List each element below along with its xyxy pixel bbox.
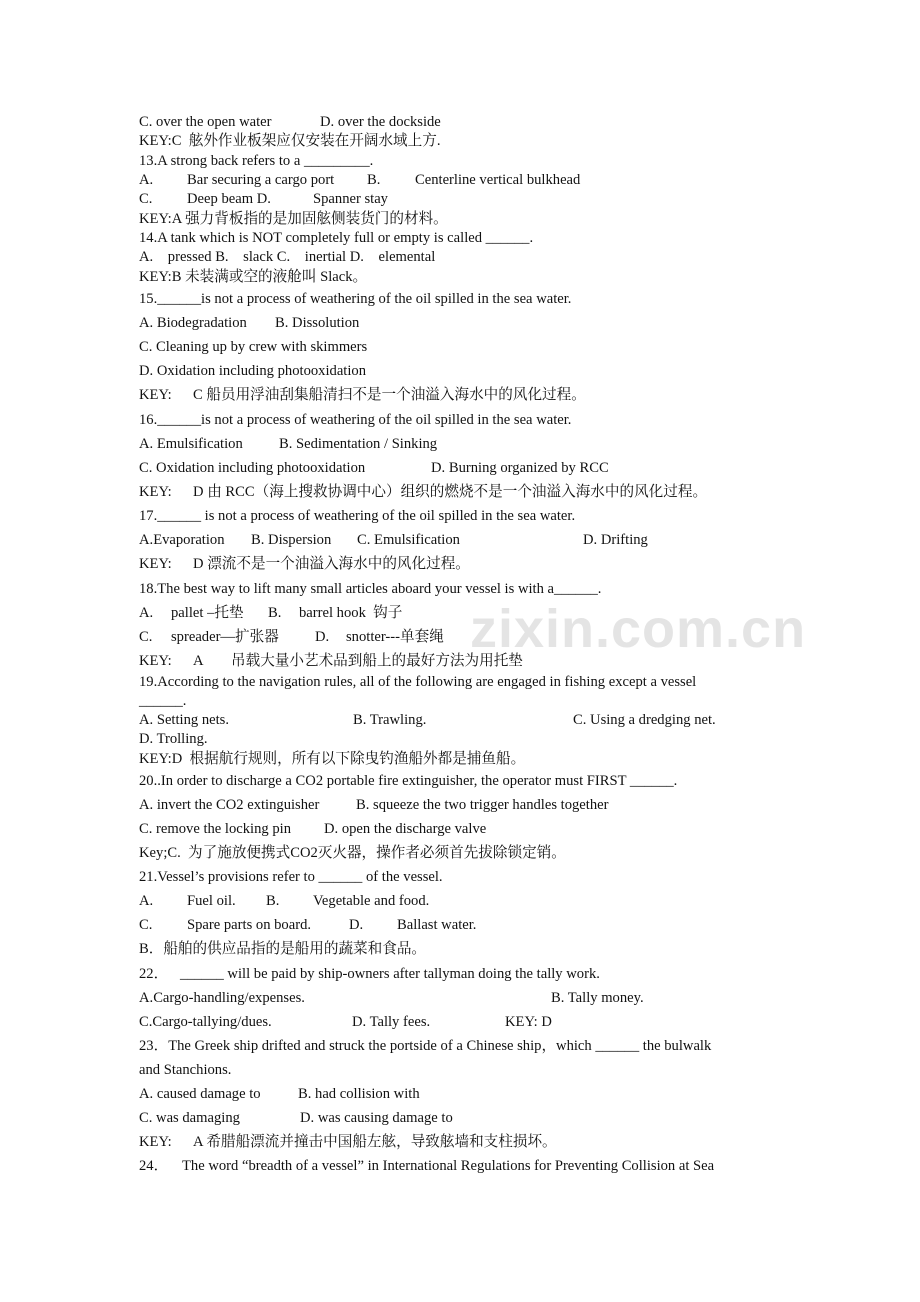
text-segment: A. pressed B. slack C. inertial D. elemental bbox=[139, 249, 436, 265]
text-line bbox=[139, 604, 900, 624]
text-line bbox=[139, 555, 900, 575]
text-segment: B. had collision with bbox=[298, 1086, 420, 1102]
text-segment: Spanner stay bbox=[313, 191, 388, 207]
text-segment: ______. bbox=[139, 693, 187, 709]
text-line bbox=[139, 290, 900, 310]
text-line bbox=[139, 483, 900, 503]
text-segment: D. Tally fees. bbox=[352, 1014, 431, 1030]
text-line bbox=[139, 362, 900, 382]
text-line bbox=[139, 772, 900, 792]
text-line bbox=[139, 750, 900, 770]
text-segment: C. over the open water bbox=[139, 114, 272, 130]
text-segment: Fuel oil. bbox=[187, 893, 236, 909]
text-segment: D. Trolling. bbox=[139, 731, 208, 747]
text-segment: 22． bbox=[139, 966, 169, 982]
text-line bbox=[139, 338, 900, 358]
text-segment: A. Setting nets. bbox=[139, 712, 229, 728]
text-line bbox=[139, 190, 900, 210]
text-segment: 19.According to the navigation rules, all of the following are engaged in fishing except a vessel bbox=[139, 674, 697, 690]
text-segment: 21.Vessel’s provisions refer to ______ of the vessel. bbox=[139, 869, 443, 885]
text-line bbox=[139, 435, 900, 455]
text-line bbox=[139, 507, 900, 527]
text-segment: KEY:C 舷外作业板架应仅安装在开阔水域上方. bbox=[139, 133, 441, 149]
text-segment: D. bbox=[315, 629, 330, 645]
text-line bbox=[139, 796, 900, 816]
text-segment: ______ will be paid by ship-owners after tallyman doing the tally work. bbox=[180, 966, 600, 982]
text-line bbox=[139, 989, 900, 1009]
text-line bbox=[139, 1013, 900, 1033]
text-segment: 14.A tank which is NOT completely full or empty is called ______. bbox=[139, 230, 534, 246]
text-segment: D. over the dockside bbox=[320, 114, 441, 130]
text-segment: D. Oxidation including photooxidation bbox=[139, 363, 366, 379]
text-segment: KEY: bbox=[139, 556, 172, 572]
text-segment: B. bbox=[268, 605, 282, 621]
text-segment: D 漂流不是一个油溢入海水中的风化过程。 bbox=[193, 556, 470, 572]
text-line bbox=[139, 844, 900, 864]
text-segment: C. remove the locking pin bbox=[139, 821, 291, 837]
text-segment: A.Evaporation bbox=[139, 532, 225, 548]
text-line bbox=[139, 628, 900, 648]
text-segment: A.Cargo-handling/expenses. bbox=[139, 990, 305, 1006]
text-segment: C. was damaging bbox=[139, 1110, 240, 1126]
text-line bbox=[139, 940, 900, 960]
text-segment: B. bbox=[266, 893, 280, 909]
text-segment: C. Using a dredging net. bbox=[573, 712, 716, 728]
text-line bbox=[139, 965, 900, 985]
text-segment: Centerline vertical bulkhead bbox=[415, 172, 581, 188]
text-segment: C. Cleaning up by crew with skimmers bbox=[139, 339, 368, 355]
text-line bbox=[139, 1085, 900, 1105]
text-segment: snotter---单套绳 bbox=[346, 629, 444, 645]
text-line bbox=[139, 531, 900, 551]
text-line bbox=[139, 1037, 900, 1057]
text-line bbox=[139, 248, 900, 268]
text-segment: KEY: bbox=[139, 653, 172, 669]
text-segment: Vegetable and food. bbox=[313, 893, 430, 909]
text-segment: A. invert the CO2 extinguisher bbox=[139, 797, 320, 813]
text-segment: Ballast water. bbox=[397, 917, 477, 933]
text-segment: C.Cargo-tallying/dues. bbox=[139, 1014, 272, 1030]
text-line bbox=[139, 868, 900, 888]
text-segment: B. squeeze the two trigger handles together bbox=[356, 797, 609, 813]
text-segment: KEY: D bbox=[505, 1014, 552, 1030]
text-segment: pallet –托垫 bbox=[171, 605, 244, 621]
text-line bbox=[139, 132, 900, 152]
text-line bbox=[139, 171, 900, 191]
text-line bbox=[139, 711, 900, 731]
text-line bbox=[139, 210, 900, 230]
text-line bbox=[139, 820, 900, 840]
text-segment: B. bbox=[367, 172, 381, 188]
text-segment: B. Dispersion bbox=[251, 532, 332, 548]
text-line bbox=[139, 1157, 900, 1177]
text-line bbox=[139, 113, 900, 133]
text-segment: 吊载大量小艺术品到船上的最好方法为用托垫 bbox=[231, 653, 523, 669]
text-segment: Bar securing a cargo port bbox=[187, 172, 335, 188]
text-line bbox=[139, 652, 900, 672]
text-segment: Deep beam D. bbox=[187, 191, 271, 207]
text-segment: 17.______ is not a process of weathering of the oil spilled in the sea water. bbox=[139, 508, 576, 524]
text-line bbox=[139, 730, 900, 750]
text-segment: C. bbox=[139, 629, 153, 645]
text-line bbox=[139, 386, 900, 406]
text-segment: 20..In order to discharge a CO2 portable fire extinguisher, the operator must FIRST ______. bbox=[139, 773, 678, 789]
text-segment: KEY: bbox=[139, 1134, 172, 1150]
text-segment: KEY:A 强力背板指的是加固舷侧装货门的材料。 bbox=[139, 211, 448, 227]
text-segment: B. Sedimentation / Sinking bbox=[279, 436, 438, 452]
text-segment: B. Trawling. bbox=[353, 712, 427, 728]
text-segment: A. bbox=[139, 172, 154, 188]
text-segment: 13.A strong back refers to a _________. bbox=[139, 153, 374, 169]
text-line bbox=[139, 152, 900, 172]
text-segment: C 船员用浮油刮集船清扫不是一个油溢入海水中的风化过程。 bbox=[193, 387, 586, 403]
text-segment: C. bbox=[139, 191, 153, 207]
text-line bbox=[139, 411, 900, 431]
text-segment: The word “breadth of a vessel” in International Regulations for Preventing Collision at Sea bbox=[182, 1158, 715, 1174]
text-segment: A. bbox=[139, 893, 154, 909]
text-segment: C. Oxidation including photooxidation bbox=[139, 460, 366, 476]
text-line bbox=[139, 580, 900, 600]
text-segment: and Stanchions. bbox=[139, 1062, 232, 1078]
text-segment: 15.______is not a process of weathering of the oil spilled in the sea water. bbox=[139, 291, 572, 307]
text-segment: KEY:D 根据航行规则，所有以下除曳钓渔船外都是捕鱼船。 bbox=[139, 751, 526, 767]
text-segment: KEY: bbox=[139, 484, 172, 500]
text-segment: KEY:B 未装满或空的液舱叫 Slack。 bbox=[139, 269, 368, 285]
text-line bbox=[139, 692, 900, 712]
text-segment: C. bbox=[139, 917, 153, 933]
text-segment: barrel hook 钩子 bbox=[299, 605, 403, 621]
text-line bbox=[139, 268, 900, 288]
text-segment: D. bbox=[349, 917, 364, 933]
text-segment: A. Emulsification bbox=[139, 436, 243, 452]
text-segment: D. open the discharge valve bbox=[324, 821, 487, 837]
watermark: zixin.com.cn bbox=[470, 599, 807, 659]
text-segment: A 希腊船漂流并撞击中国船左舷，导致舷墙和支柱损坏。 bbox=[193, 1134, 557, 1150]
text-line bbox=[139, 916, 900, 936]
text-segment: A. Biodegradation bbox=[139, 315, 247, 331]
text-line bbox=[139, 229, 900, 249]
text-segment: 16.______is not a process of weathering of the oil spilled in the sea water. bbox=[139, 412, 572, 428]
text-segment: C. Emulsification bbox=[357, 532, 460, 548]
text-segment: 24． bbox=[139, 1158, 169, 1174]
text-segment: B. Dissolution bbox=[275, 315, 360, 331]
text-segment: A bbox=[193, 653, 204, 669]
text-line bbox=[139, 892, 900, 912]
text-line bbox=[139, 459, 900, 479]
text-segment: 18.The best way to lift many small articles aboard your vessel is with a______. bbox=[139, 581, 602, 597]
text-line bbox=[139, 1061, 900, 1081]
text-line bbox=[139, 1109, 900, 1129]
text-segment: D. was causing damage to bbox=[300, 1110, 453, 1126]
text-line bbox=[139, 673, 900, 693]
text-segment: spreader—扩张器 bbox=[171, 629, 279, 645]
text-segment: A. bbox=[139, 605, 154, 621]
text-segment: KEY: bbox=[139, 387, 172, 403]
text-segment: Key;C. 为了施放便携式CO2灭火器，操作者必须首先拔除锁定销。 bbox=[139, 845, 566, 861]
text-segment: B. Tally money. bbox=[551, 990, 644, 1006]
text-line bbox=[139, 1133, 900, 1153]
text-line bbox=[139, 314, 900, 334]
text-segment: D 由 RCC（海上搜救协调中心）组织的燃烧不是一个油溢入海水中的风化过程。 bbox=[193, 484, 708, 500]
text-segment: 23．The Greek ship drifted and struck the portside of a Chinese ship，which ______ the bulwalk bbox=[139, 1038, 712, 1054]
text-segment: D. Burning organized by RCC bbox=[431, 460, 609, 476]
text-segment: B．船舶的供应品指的是船用的蔬菜和食品。 bbox=[139, 941, 427, 957]
text-segment: A. caused damage to bbox=[139, 1086, 261, 1102]
text-segment: Spare parts on board. bbox=[187, 917, 312, 933]
text-segment: D. Drifting bbox=[583, 532, 648, 548]
